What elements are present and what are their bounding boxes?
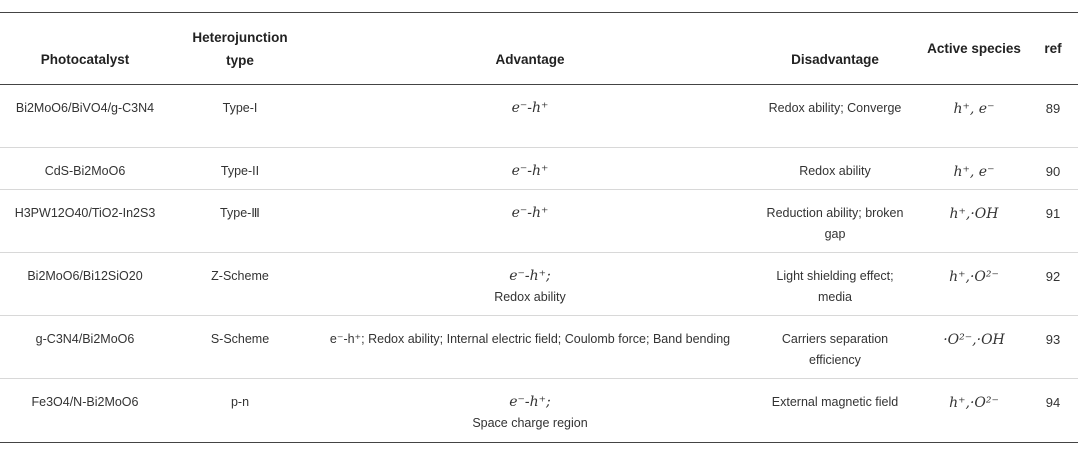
cell-advantage <box>310 85 750 148</box>
cell-ref: 93 <box>1028 316 1078 379</box>
cell-advantage <box>310 379 750 443</box>
cell-disadvantage: External magnetic field <box>750 379 920 443</box>
header-advantage: Advantage <box>310 13 750 85</box>
advantage-text: e⁻-h⁺ <box>511 163 549 179</box>
cell-heterojunction: Type-Ⅲ <box>170 190 310 253</box>
header-active-species: Active species <box>920 13 1028 85</box>
advantage-text: e⁻-h⁺ <box>511 205 549 221</box>
cell-active-species <box>920 316 1028 379</box>
table-header <box>0 13 1078 85</box>
table-row <box>0 316 1078 379</box>
header-heterojunction: Heterojunction type <box>170 13 310 85</box>
cell-ref: 92 <box>1028 253 1078 316</box>
cell-heterojunction: S-Scheme <box>170 316 310 379</box>
cell-photocatalyst: Bi2MoO6/BiVO4/g-C3N4 <box>0 85 170 148</box>
advantage-text: e⁻-h⁺ <box>511 100 549 116</box>
cell-advantage <box>310 190 750 253</box>
advantage-text-line2: Redox ability <box>494 290 566 304</box>
cell-advantage <box>310 148 750 190</box>
advantage-text: e⁻-h⁺; <box>509 394 551 410</box>
cell-ref: 91 <box>1028 190 1078 253</box>
cell-heterojunction: Z-Scheme <box>170 253 310 316</box>
active-species-text: h⁺, e⁻ <box>953 164 995 180</box>
table-row <box>0 85 1078 148</box>
cell-photocatalyst: g-C3N4/Bi2MoO6 <box>0 316 170 379</box>
table-row <box>0 253 1078 316</box>
active-species-text: h⁺,·OH <box>949 206 999 222</box>
cell-photocatalyst: Bi2MoO6/Bi12SiO20 <box>0 253 170 316</box>
cell-ref: 90 <box>1028 148 1078 190</box>
table-row <box>0 379 1078 443</box>
active-species-text: h⁺, e⁻ <box>953 101 995 117</box>
advantage-text-line2: Space charge region <box>472 416 588 430</box>
active-species-text: h⁺,·O²⁻ <box>949 395 999 411</box>
table-row <box>0 148 1078 190</box>
cell-active-species <box>920 253 1028 316</box>
advantage-text: e⁻-h⁺; <box>509 268 551 284</box>
cell-photocatalyst: CdS-Bi2MoO6 <box>0 148 170 190</box>
cell-active-species <box>920 379 1028 443</box>
photocatalyst-comparison-table <box>0 12 1078 443</box>
cell-ref: 94 <box>1028 379 1078 443</box>
cell-active-species <box>920 148 1028 190</box>
table-body <box>0 85 1078 443</box>
cell-disadvantage: Redox ability <box>750 148 920 190</box>
table-row <box>0 190 1078 253</box>
active-species-text: ·O²⁻,·OH <box>943 332 1005 348</box>
header-disadvantage: Disadvantage <box>750 13 920 85</box>
cell-photocatalyst: Fe3O4/N-Bi2MoO6 <box>0 379 170 443</box>
cell-heterojunction: Type-II <box>170 148 310 190</box>
active-species-text: h⁺,·O²⁻ <box>949 269 999 285</box>
header-row <box>0 13 1078 85</box>
cell-disadvantage: Reduction ability; broken gap <box>750 190 920 253</box>
cell-advantage: e⁻-h⁺; Redox ability; Internal electric field; Coulomb force; Band bending <box>310 316 750 379</box>
cell-disadvantage: Redox ability; Converge <box>750 85 920 148</box>
cell-disadvantage: Carriers separation efficiency <box>750 316 920 379</box>
cell-advantage <box>310 253 750 316</box>
cell-disadvantage: Light shielding effect; media <box>750 253 920 316</box>
cell-heterojunction: Type-I <box>170 85 310 148</box>
cell-heterojunction: p-n <box>170 379 310 443</box>
cell-ref: 89 <box>1028 85 1078 148</box>
cell-active-species <box>920 85 1028 148</box>
cell-photocatalyst: H3PW12O40/TiO2-In2S3 <box>0 190 170 253</box>
header-photocatalyst: Photocatalyst <box>0 13 170 85</box>
cell-active-species <box>920 190 1028 253</box>
header-ref: ref <box>1028 13 1078 85</box>
